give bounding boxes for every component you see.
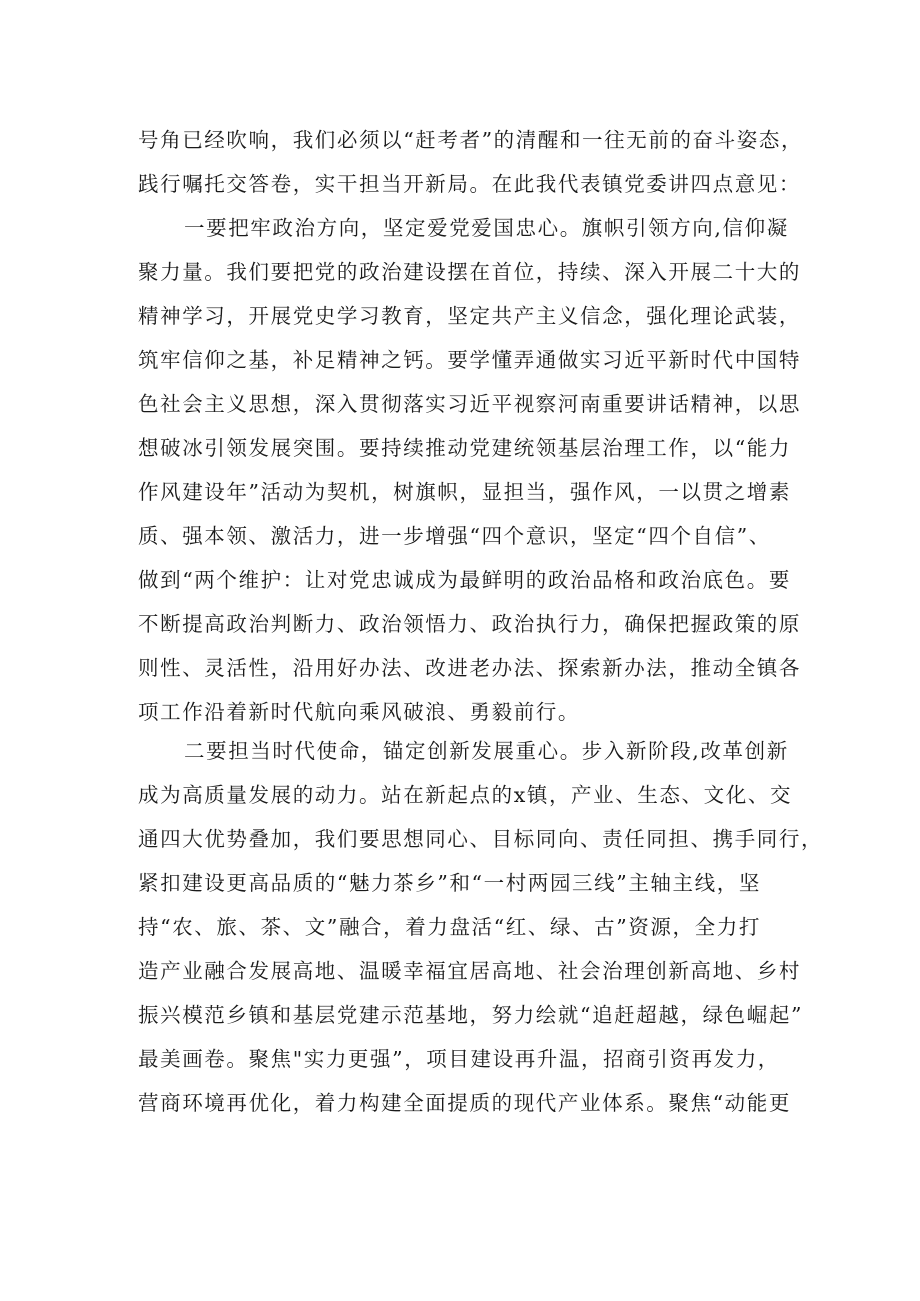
text-line: 紧扣建设更高品质的“魅力茶乡”和“一村两园三线”主轴主线，坚 <box>138 871 761 895</box>
text-line: 营商环境再优化，着力构建全面提质的现代产业体系。聚焦“动能更 <box>138 1091 791 1115</box>
text-line: 项工作沿着新时代航向乘风破浪、勇毅前行。 <box>138 700 580 724</box>
text-line: 筑牢信仰之基，补足精神之钙。要学懂弄通做实习近平新时代中国特 <box>138 348 801 372</box>
text-line: 号角已经吹响，我们必须以“赶考者”的清醒和一往无前的奋斗姿态， <box>138 128 804 152</box>
text-line: 精神学习，开展党史学习教育，坚定共产主义信念，强化理论武装， <box>138 304 801 328</box>
text-line: 作风建设年”活动为契机，树旗帜，显担当，强作风，一以贯之增素 <box>138 480 791 504</box>
text-line: 通四大优势叠加，我们要思想同心、目标同向、责任同担、携手同行， <box>138 827 824 851</box>
text-line: 践行嘱托交答卷，实干担当开新局。在此我代表镇党委讲四点意见： <box>138 172 801 196</box>
paragraph-1-first-line: 一要把牢政治方向，坚定爱党爱国忠心。旗帜引领方向,信仰凝 <box>184 216 789 240</box>
text-line: 聚力量。我们要把党的政治建设摆在首位，持续、深入开展二十大的 <box>138 260 801 284</box>
text-line: 做到“两个维护：让对党忠诚成为最鲜明的政治品格和政治底色。要 <box>138 568 791 592</box>
paragraph-2-first-line: 二要担当时代使命，锚定创新发展重心。步入新阶段,改革创新 <box>184 739 789 763</box>
text-line: 则性、灵活性，沿用好办法、改进老办法、探索新办法，推动全镇各 <box>138 656 801 680</box>
text-line: 质、强本领、激活力，进一步增强“四个意识，坚定“四个自信”、 <box>138 524 771 548</box>
text-line: 持“农、旅、茶、文”融合，着力盘活“红、绿、古”资源，全力打 <box>138 915 761 939</box>
text-line: 最美画卷。聚焦"实力更强”，项目建设再升温，招商引资再发力， <box>138 1047 780 1071</box>
text-line: 色社会主义思想，深入贯彻落实习近平视察河南重要讲话精神，以思 <box>138 392 801 416</box>
text-line: 不断提高政治判断力、政治领悟力、政治执行力，确保把握政策的原 <box>138 612 801 636</box>
text-line: 造产业融合发展高地、温暖幸福宜居高地、社会治理创新高地、乡村 <box>138 959 801 983</box>
text-line: 振兴模范乡镇和基层党建示范基地，努力绘就“追赶超越，绿色崛起” <box>138 1003 804 1027</box>
text-line: 想破冰引领发展突围。要持续推动党建统领基层治理工作，以“能力 <box>138 436 791 460</box>
text-line: 成为高质量发展的动力。站在新起点的x镇，产业、生态、文化、交 <box>138 783 793 807</box>
